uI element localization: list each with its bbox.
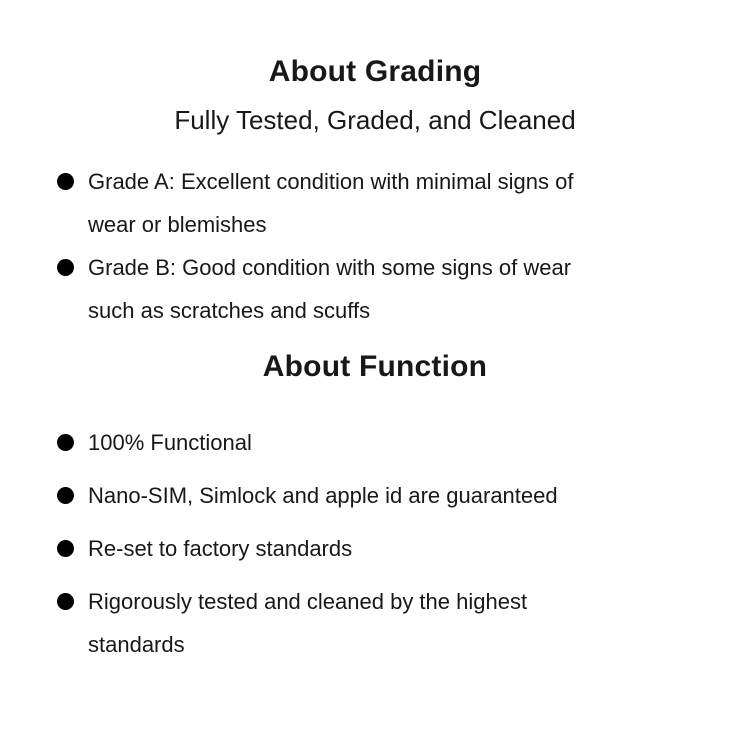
- function-item-sim-guarantee: [57, 474, 650, 517]
- list-item-line: such as scratches and scuffs: [88, 298, 371, 323]
- grading-item-grade-a: [57, 160, 650, 246]
- list-item-line: wear or blemishes: [88, 212, 267, 237]
- bullet-icon: [57, 593, 74, 610]
- about-grading-title: About Grading: [268, 55, 482, 88]
- list-item-line: 100% Functional: [88, 430, 252, 455]
- function-item-tested-cleaned: [57, 580, 650, 666]
- grading-list: [0, 160, 750, 332]
- list-item-line: Rigorously tested and cleaned by the highest: [88, 589, 528, 614]
- list-item-line: Grade A: Excellent condition with minimal signs of: [88, 169, 574, 194]
- function-item-functional: [57, 421, 650, 464]
- bullet-icon: [57, 487, 74, 504]
- function-list: [0, 421, 750, 666]
- grading-subtitle: Fully Tested, Graded, and Cleaned: [174, 105, 576, 135]
- bullet-icon: [57, 434, 74, 451]
- list-item-line: Grade B: Good condition with some signs of wear: [88, 255, 572, 280]
- function-item-factory-reset: [57, 527, 650, 570]
- bullet-icon: [57, 259, 74, 276]
- list-item-line: Re-set to factory standards: [88, 536, 353, 561]
- grading-item-grade-b: [57, 246, 650, 332]
- about-function-title: About Function: [262, 350, 488, 383]
- bullet-icon: [57, 540, 74, 557]
- list-item-line: standards: [88, 632, 185, 657]
- bullet-icon: [57, 173, 74, 190]
- list-item-line: Nano-SIM, Simlock and apple id are guaranteed: [88, 483, 558, 508]
